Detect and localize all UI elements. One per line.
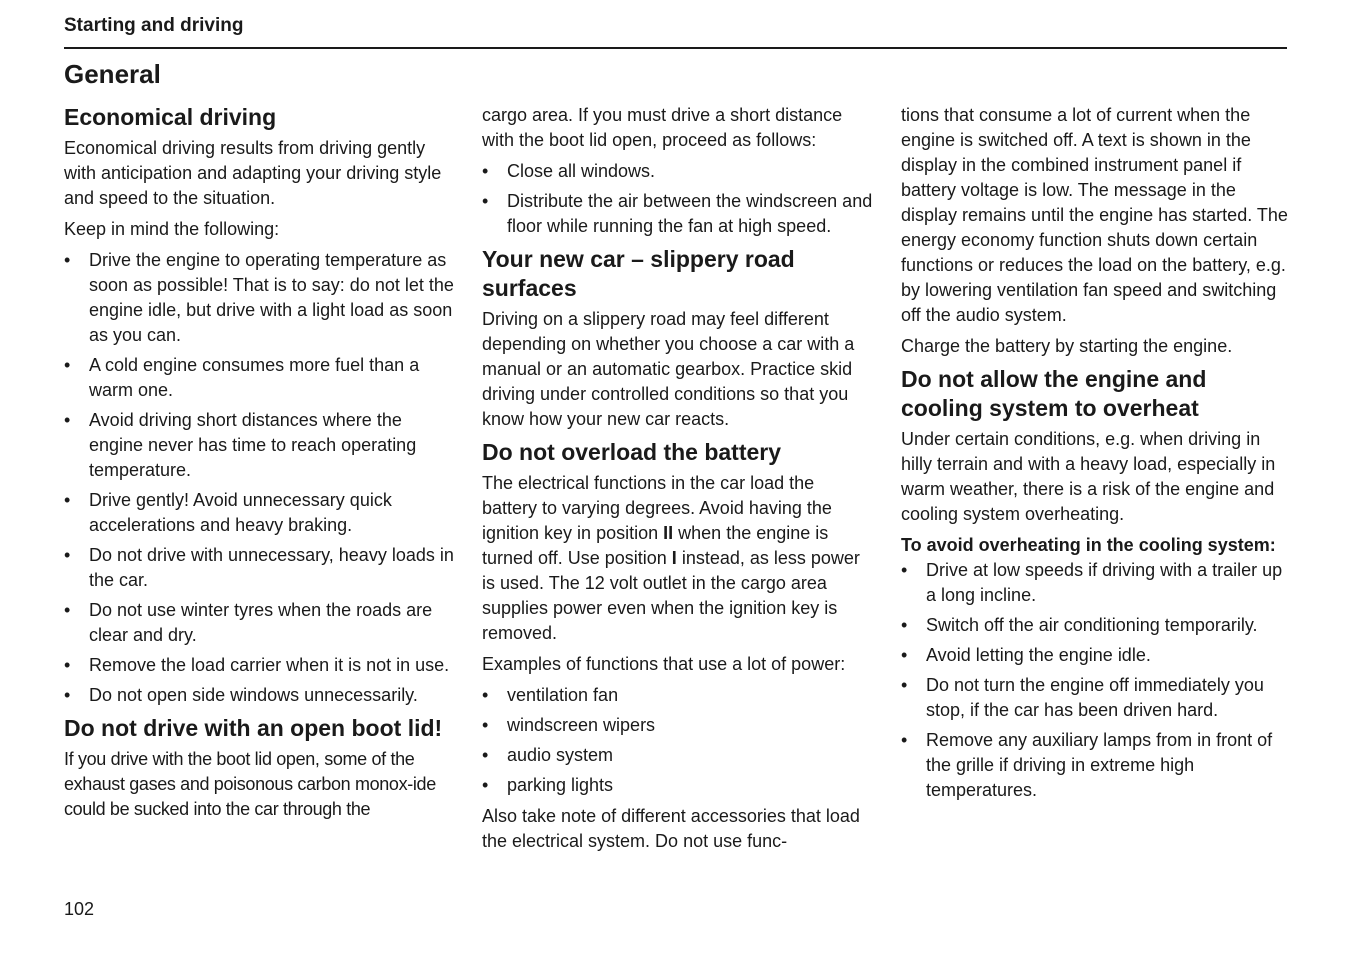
boot-text-part2: cargo area. If you must drive a short distance with the boot lid open, proceed as follows: bbox=[482, 105, 843, 150]
list-item: • A cold engine consumes more fuel than a warm one. bbox=[64, 353, 456, 403]
examples-intro: Examples of functions that use a lot of power: bbox=[482, 654, 846, 674]
list-item: • Close all windows. bbox=[482, 159, 874, 184]
list-item: • Distribute the air between the windscreen and floor while running the fan at high speed. bbox=[482, 189, 874, 239]
accessories-text-part2: tions that consume a lot of current when the engine is switched off. A text is shown in the display in the combined instrument panel if battery voltage is low. The message in the display remains until the engine has started. The energy economy function shuts down certain functions or reduces the load on the battery, e.g. by lowering ventilation fan speed and switching off the audio system. bbox=[901, 105, 1288, 325]
accessories-text-part1: Also take note of different accessories that load the electrical system. Do not use func- bbox=[482, 806, 860, 851]
slippery-text: Driving on a slippery road may feel different depending on whether you choose a car with a manual or an automatic gearbox. Practice skid driving under controlled conditions so that you know how your new car reacts. bbox=[482, 309, 855, 429]
overheat-text: Under certain conditions, e.g. when driving in hilly terrain and with a heavy load, especially in warm weather, there is a risk of the engine and cooling system overheating. bbox=[901, 429, 1276, 524]
list-item: • Drive at low speeds if driving with a trailer up a long incline. bbox=[901, 558, 1293, 608]
page-number: 102 bbox=[64, 899, 95, 919]
list-item: • Avoid driving short distances where the engine never has time to reach operating temperature. bbox=[64, 408, 456, 483]
boot-text-part1: If you drive with the boot lid open, some of the exhaust gases and poisonous carbon monox-ide could be sucked into the car through the bbox=[64, 749, 436, 819]
header-rule bbox=[64, 47, 1287, 49]
overheat-list bbox=[901, 558, 1293, 803]
list-item: • Drive gently! Avoid unnecessary quick accelerations and heavy braking. bbox=[64, 488, 456, 538]
list-item: • audio system bbox=[482, 743, 874, 768]
column-1 bbox=[64, 103, 456, 828]
position-ii: II bbox=[663, 523, 674, 543]
list-item: • windscreen wipers bbox=[482, 713, 874, 738]
heading-overheat: Do not allow the engine and cooling system to overheat bbox=[901, 366, 1207, 421]
list-item: • Remove any auxiliary lamps from in front of the grille if driving in extreme high temperatures. bbox=[901, 728, 1293, 803]
heading-battery: Do not overload the battery bbox=[482, 439, 782, 465]
column-2 bbox=[482, 103, 874, 860]
running-header: Starting and driving bbox=[64, 15, 244, 36]
list-item: • Avoid letting the engine idle. bbox=[901, 643, 1293, 668]
page-title: General bbox=[64, 59, 161, 89]
list-item: • Do not drive with unnecessary, heavy loads in the car. bbox=[64, 543, 456, 593]
list-item: • Do not turn the engine off immediately you stop, if the car has been driven hard. bbox=[901, 673, 1293, 723]
keep-in-mind: Keep in mind the following: bbox=[64, 219, 280, 239]
examples-list bbox=[482, 683, 874, 798]
column-3 bbox=[901, 103, 1293, 809]
heading-slippery-road: Your new car – slippery road surfaces bbox=[482, 246, 795, 301]
list-item: • Drive the engine to operating temperature as soon as possible! That is to say: do not let the engine idle, but drive with a light load as soon as you can. bbox=[64, 248, 456, 348]
economical-list bbox=[64, 248, 456, 708]
battery-text: The electrical functions in the car load the battery to varying degrees. Avoid having the ignition key in position II when the engine is turned off. Use position I instead, as less power is used. The 12 volt outlet in the cargo area supplies power even when the ignition key is removed. bbox=[482, 473, 860, 643]
charge-text: Charge the battery by starting the engine. bbox=[901, 336, 1233, 356]
list-item: • Switch off the air conditioning temporarily. bbox=[901, 613, 1293, 638]
list-item: • Do not use winter tyres when the roads are clear and dry. bbox=[64, 598, 456, 648]
list-item: • Remove the load carrier when it is not in use. bbox=[64, 653, 456, 678]
list-item: • Do not open side windows unnecessarily. bbox=[64, 683, 456, 708]
position-i: I bbox=[671, 548, 677, 568]
heading-economical-driving: Economical driving bbox=[64, 104, 277, 130]
economical-intro: Economical driving results from driving gently with anticipation and adapting your driving style and speed to the situation. bbox=[64, 138, 442, 208]
boot-list bbox=[482, 159, 874, 239]
heading-open-boot-lid: Do not drive with an open boot lid! bbox=[64, 715, 443, 741]
list-item: • ventilation fan bbox=[482, 683, 874, 708]
overheat-subheading: To avoid overheating in the cooling system: bbox=[901, 535, 1276, 555]
list-item: • parking lights bbox=[482, 773, 874, 798]
